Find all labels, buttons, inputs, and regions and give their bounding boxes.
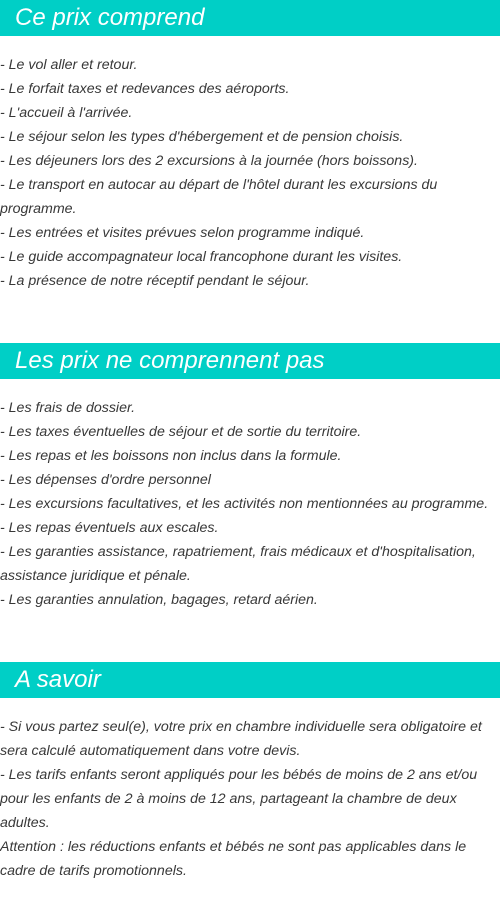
list-item: - Le forfait taxes et redevances des aéroports.	[0, 81, 290, 97]
list-item: - Les garanties assistance, rapatriement, frais médicaux et d'hospitalisation, assistance juridique et pénale.	[0, 544, 476, 584]
list-item: - Si vous partez seul(e), votre prix en chambre individuelle sera obligatoire et sera calculé automatiquement dans votre devis.	[0, 719, 482, 759]
list-item: - Les excursions facultatives, et les activités non mentionnées au programme.	[0, 496, 489, 512]
list-item: - Le séjour selon les types d'hébergement et de pension choisis.	[0, 129, 404, 145]
list-item: - Les repas et les boissons non inclus dans la formule.	[0, 448, 342, 464]
section-list	[0, 396, 500, 612]
section-a-savoir	[0, 662, 500, 883]
section-title: Ce prix comprend	[0, 0, 500, 36]
list-item: - Les dépenses d'ordre personnel	[0, 472, 211, 488]
list-item: - Les taxes éventuelles de séjour et de sortie du territoire.	[0, 424, 362, 440]
list-item: - Le guide accompagnateur local francophone durant les visites.	[0, 249, 403, 265]
list-item: - Le vol aller et retour.	[0, 57, 138, 73]
list-item: - Le transport en autocar au départ de l'hôtel durant les excursions du programme.	[0, 177, 438, 217]
list-item: - Les frais de dossier.	[0, 400, 136, 416]
section-title: Les prix ne comprennent pas	[0, 343, 500, 379]
list-item: - Les déjeuners lors des 2 excursions à la journée (hors boissons).	[0, 153, 418, 169]
section-ce-prix-comprend	[0, 0, 500, 293]
list-item: - La présence de notre réceptif pendant le séjour.	[0, 273, 310, 289]
list-item: - Les entrées et visites prévues selon programme indiqué.	[0, 225, 365, 241]
section-list	[0, 715, 500, 883]
list-item: - Les garanties annulation, bagages, retard aérien.	[0, 592, 318, 608]
list-item: - L'accueil à l'arrivée.	[0, 105, 133, 121]
list-item: - Les tarifs enfants seront appliqués pour les bébés de moins de 2 ans et/ou pour les enfants de 2 à moins de 12 ans, partageant la chambre de deux adultes.	[0, 767, 478, 831]
section-list	[0, 53, 500, 293]
section-les-prix-ne-comprennent-pas	[0, 343, 500, 612]
list-item: Attention : les réductions enfants et bébés ne sont pas applicables dans le cadre de tarifs promotionnels.	[0, 839, 467, 879]
section-title: A savoir	[0, 662, 500, 698]
list-item: - Les repas éventuels aux escales.	[0, 520, 219, 536]
